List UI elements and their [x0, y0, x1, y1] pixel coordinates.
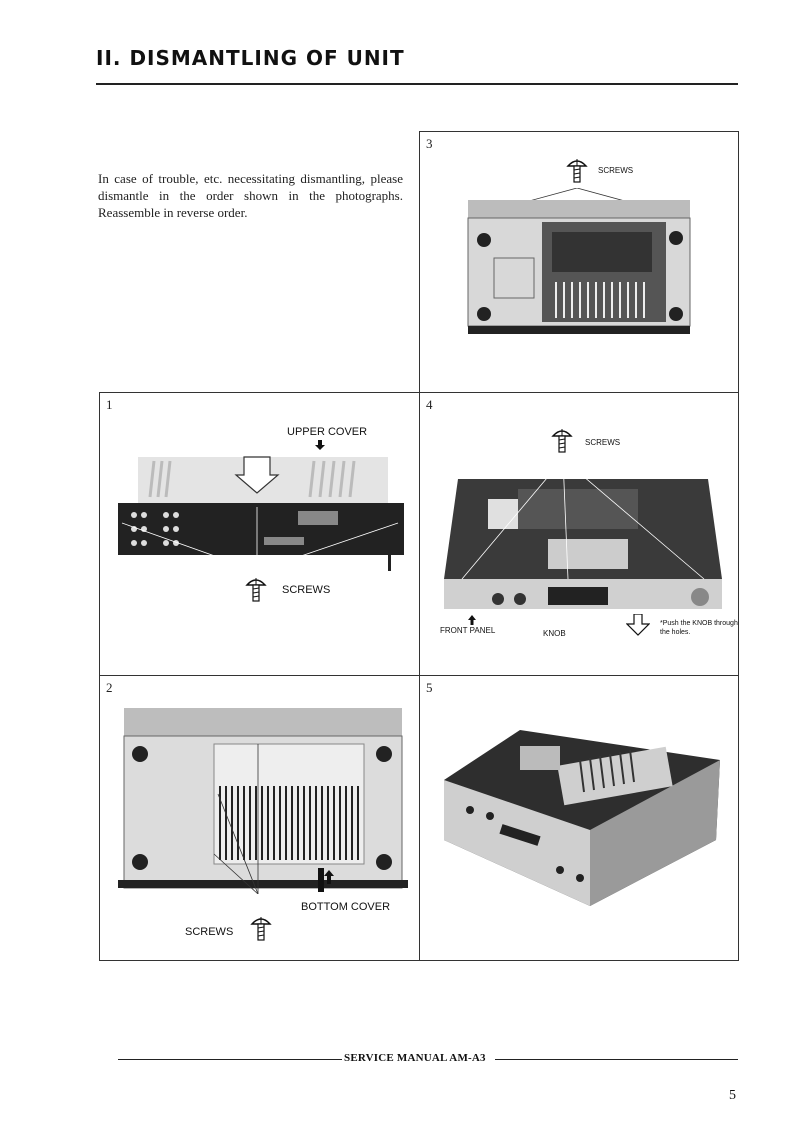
- push-knob-note: [660, 619, 740, 637]
- amplifier-bottom-photo: [118, 704, 408, 894]
- front-panel-label: FRONT PANEL: [440, 626, 496, 635]
- page-title: II. DISMANTLING OF UNIT: [96, 46, 405, 70]
- screws-label: SCREWS: [585, 438, 621, 447]
- footer-manual-title: SERVICE MANUAL AM-A3: [344, 1052, 486, 1064]
- page-number: 5: [729, 1088, 736, 1103]
- upper-cover-label: UPPER COVER: [287, 426, 368, 438]
- screw-icon: [551, 426, 573, 456]
- screw-icon: [250, 914, 272, 944]
- panel-5: [419, 675, 739, 961]
- footer-divider-left: [118, 1059, 342, 1060]
- screw-icon: [245, 575, 267, 605]
- push-knob-text: Push the KNOB through the holes.: [660, 620, 738, 636]
- screws-label: SCREWS: [282, 584, 331, 596]
- arrow-up-icon: [468, 615, 476, 625]
- note-mark: *: [660, 620, 663, 627]
- panel-number: 3: [426, 136, 433, 151]
- panel-2: [99, 675, 420, 961]
- title-divider: [96, 83, 738, 85]
- panel-4: [419, 392, 739, 676]
- knob-label: KNOB: [543, 629, 566, 638]
- panel-1: [99, 392, 420, 676]
- screws-label: SCREWS: [185, 926, 234, 938]
- bottom-cover-label: BOTTOM COVER: [301, 901, 391, 913]
- panel-number: 5: [426, 680, 433, 695]
- amplifier-open-photo: [438, 459, 728, 619]
- footer-divider-right: [495, 1059, 738, 1060]
- amplifier-rear-photo: [114, 447, 410, 577]
- panel-3: [419, 131, 739, 393]
- screw-icon: [566, 156, 588, 186]
- panel-number: 1: [106, 397, 113, 412]
- amplifier-top-photo: [464, 188, 694, 338]
- panel-number: 2: [106, 680, 113, 695]
- panel-number: 4: [426, 397, 433, 412]
- intro-paragraph: In case of trouble, etc. necessitating dismantling, please dismantle in the order shown in the photographs. Reassemble in reverse order.: [98, 171, 403, 220]
- screws-label: SCREWS: [598, 166, 634, 175]
- amplifier-assembly-photo: [440, 720, 724, 910]
- open-arrow-down-icon: [626, 614, 650, 636]
- arrow-up-icon: [324, 870, 334, 884]
